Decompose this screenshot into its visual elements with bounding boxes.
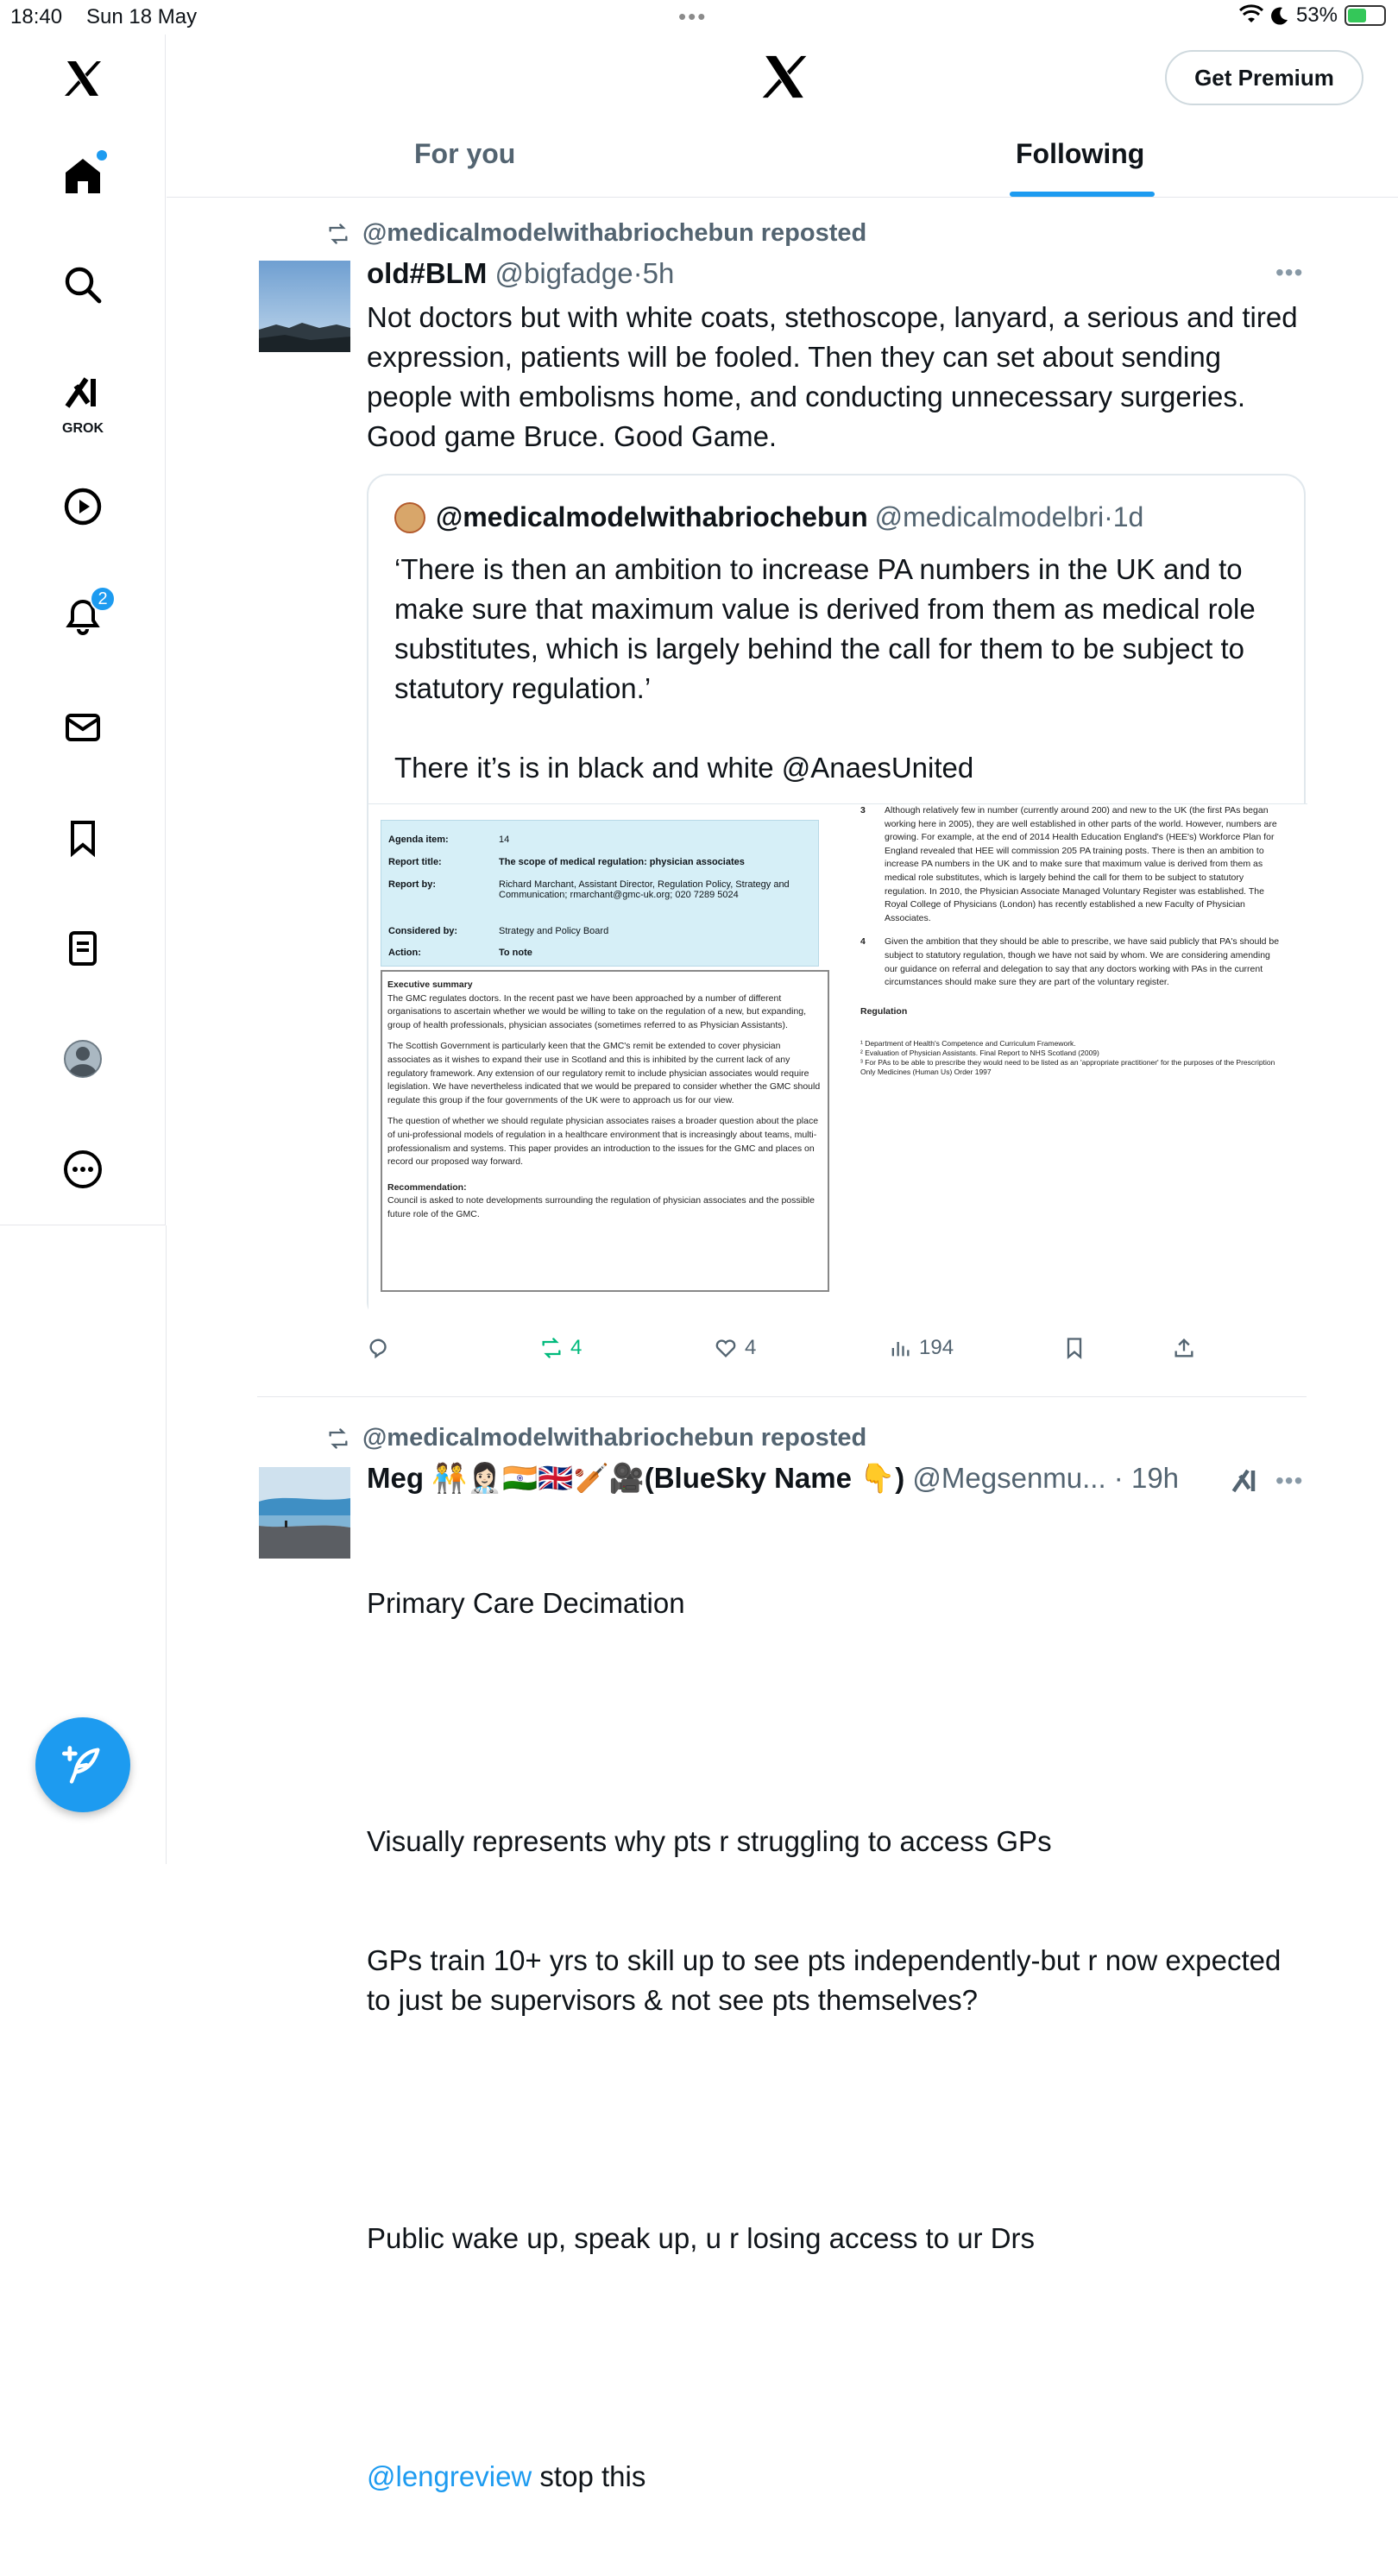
tweet-time[interactable]: 19h bbox=[1130, 1462, 1180, 1494]
grok-icon[interactable] bbox=[54, 364, 112, 436]
doc-executive-summary bbox=[381, 970, 829, 1292]
grok-label: GROK bbox=[62, 421, 104, 436]
reply-button[interactable] bbox=[367, 1336, 398, 1360]
more-options-icon[interactable] bbox=[54, 1140, 112, 1199]
repost-count: 4 bbox=[570, 1336, 582, 1359]
doc-regulation-heading: Regulation bbox=[860, 1005, 908, 1017]
get-premium-button[interactable]: Get Premium bbox=[1165, 50, 1363, 105]
compose-post-button[interactable] bbox=[35, 1717, 130, 1812]
tweet-text-line bbox=[367, 1703, 1299, 1742]
like-button[interactable] bbox=[714, 1336, 756, 1360]
author-name[interactable]: old#BLM bbox=[367, 257, 488, 289]
doc-recommendation-title: Recommendation: bbox=[387, 1181, 467, 1193]
x-header-logo-icon[interactable] bbox=[759, 52, 809, 102]
more-options-icon[interactable]: ••• bbox=[1275, 1467, 1304, 1494]
repost-by-label: @medicalmodelwithabriochebun reposted bbox=[362, 1424, 867, 1452]
quote-time: 1d bbox=[1112, 501, 1144, 532]
quote-author-handle: @medicalmodelbri bbox=[874, 501, 1105, 532]
doc-footnote: ³ For PAs to be able to prescribe they would need to be listed as an 'appropriate practitioner' for the purposes of the Prescription Only Medicines (Human Us) Order 1997 bbox=[860, 1058, 1275, 1077]
analytics-icon bbox=[888, 1336, 912, 1360]
compose-feather-icon bbox=[60, 1742, 105, 1787]
repost-button[interactable] bbox=[539, 1336, 582, 1360]
tweet-actions bbox=[367, 1336, 1316, 1370]
quote-avatar[interactable] bbox=[394, 502, 425, 533]
avatar[interactable] bbox=[259, 261, 350, 352]
tweet-text-line: Public wake up, speak up, u r losing access to ur Drs bbox=[367, 2222, 1036, 2254]
sidebar bbox=[0, 35, 166, 1225]
doc-footnote: ² Evaluation of Physician Assistants. Final Report to NHS Scotland (2009) bbox=[860, 1049, 1099, 1058]
status-right bbox=[1239, 3, 1386, 28]
doc-row: Report title: The scope of medical regulation: physician associates bbox=[388, 857, 745, 867]
tab-for-you[interactable]: For you bbox=[414, 138, 516, 169]
view-count: 194 bbox=[919, 1336, 954, 1359]
doc-paragraph: 4 Given the ambition that they should be able to prescribe, we have said publicly that PA's should be subject to statutory regulation, though we have not said by whom. We are considering amending our guidance on referral and delegation to say that any doctors working with PAs in the current circumstances should make sure they are part of the voluntary register. bbox=[860, 936, 1280, 988]
separator-dot: · bbox=[633, 257, 643, 289]
notifications-badge: 2 bbox=[90, 586, 116, 612]
bookmark-icon[interactable] bbox=[54, 809, 112, 867]
quote-text bbox=[394, 550, 1283, 788]
separator-dot: · bbox=[1105, 1462, 1131, 1494]
video-icon[interactable] bbox=[54, 477, 112, 536]
tweet-text-line: GPs train 10+ yrs to skill up to see pts independently-but r now expected to just be supervisors & not see pts themselves? bbox=[367, 1944, 1289, 2016]
doc-info-table bbox=[381, 820, 819, 967]
author-name[interactable]: Meg 🧑‍🤝‍🧑👩🏻‍⚕️🇮🇳🇬🇧🏏🎥(BlueSky Name 👇) bbox=[367, 1462, 905, 1494]
more-options-icon[interactable]: ••• bbox=[1275, 259, 1304, 286]
repost-by-label: @medicalmodelwithabriochebun reposted bbox=[362, 219, 867, 247]
views-button[interactable] bbox=[888, 1336, 954, 1360]
share-icon bbox=[1172, 1336, 1196, 1360]
doc-row: Considered by: Strategy and Policy Board bbox=[388, 926, 609, 936]
author-handle[interactable]: @Megsenmu... bbox=[912, 1462, 1106, 1494]
quoted-tweet[interactable] bbox=[367, 474, 1306, 1322]
doc-row: Action: To note bbox=[388, 948, 532, 958]
repost-icon bbox=[324, 1427, 352, 1451]
doc-row: Report by: Richard Marchant, Assistant Director, Regulation Policy, Strategy and Communication; rmarchant@gmc-uk.org; 020 7289 5024 bbox=[388, 879, 790, 900]
repost-icon bbox=[324, 222, 352, 246]
doc-summary-paragraph: The GMC regulates doctors. In the recent past we have been approached by a number of different organisations to ascertain whether we would be willing to take on the regulation of a new, but expanding, group of health professionals, physician associates (sometimes referred to as Physician Assistants). bbox=[387, 992, 807, 1030]
battery-fill bbox=[1348, 9, 1366, 22]
doc-recommendation: Council is asked to note developments surrounding the regulation of physician associates and the possible future role of the GMC. bbox=[387, 1195, 815, 1219]
repost-icon bbox=[539, 1336, 564, 1360]
reply-icon bbox=[367, 1336, 391, 1360]
doc-right-page bbox=[860, 804, 1283, 1077]
home-unread-dot bbox=[97, 150, 107, 161]
quote-text-body: ‘There is then an ambition to increase PA numbers in the UK and to make sure that maximum value is derived from them as medical role substitutes, which is largely behind the call for them to be subject to statutory regulation.’ There it’s is in black and white @AnaesUnited bbox=[394, 553, 1256, 784]
profile-avatar-icon[interactable] bbox=[54, 1030, 112, 1088]
battery-percent: 53% bbox=[1295, 3, 1338, 27]
bookmark-button[interactable] bbox=[1062, 1336, 1086, 1360]
tweet-text-line: Visually represents why pts r struggling to access GPs bbox=[367, 1825, 1052, 1857]
quote-header bbox=[394, 501, 1143, 533]
separator-dot: · bbox=[1104, 501, 1113, 532]
share-button[interactable] bbox=[1172, 1336, 1196, 1360]
mention-suffix: stop this bbox=[532, 2460, 646, 2492]
tweet-time[interactable]: 5h bbox=[642, 257, 675, 289]
like-count: 4 bbox=[745, 1336, 757, 1359]
search-icon[interactable] bbox=[54, 255, 112, 314]
x-logo-icon[interactable] bbox=[54, 49, 112, 108]
moon-icon bbox=[1270, 6, 1289, 25]
notifications-bell-icon[interactable] bbox=[54, 588, 112, 646]
repost-context bbox=[324, 219, 866, 248]
author-handle[interactable]: @bigfadge bbox=[494, 257, 633, 289]
home-icon[interactable] bbox=[54, 147, 112, 205]
tweet-divider bbox=[257, 1396, 1307, 1397]
doc-footnote: ¹ Department of Health's Competence and Curriculum Framework. bbox=[860, 1039, 1076, 1049]
doc-summary-title: Executive summary bbox=[387, 979, 473, 990]
quote-author-name: @medicalmodelwithabriochebun bbox=[436, 501, 868, 532]
doc-row: Agenda item: 14 bbox=[388, 835, 510, 845]
lists-icon[interactable] bbox=[54, 919, 112, 978]
doc-paragraph: 3 Although relatively few in number (currently around 200) and new to the UK (the first PAs began working here in 2005), they are well established in other parts of the world. However, numbers are growing. For example, at the end of 2014 Health Education England's (HEE's) Workforce Plan for England revealed that HEE will commission 205 PA training posts. There is then an ambition to increase PA numbers in the UK and to make sure that maximum value is derived from them as medical role substitutes, which is largely behind the call for them to be subject to statutory regulation. In 2010, the Physician Associate Managed Voluntary Register was established. The Royal College of Physicians (London) has recently established a new Faculty of Physician Associates. bbox=[860, 805, 1277, 923]
header-divider bbox=[167, 197, 1398, 198]
tweet-header bbox=[367, 1462, 1179, 1496]
tweet-text-line bbox=[367, 2338, 1299, 2378]
tweet-text: Not doctors but with white coats, stethoscope, lanyard, a serious and tired expression, patients will be fooled. Then they can set about sending people with embolisms home, and conducting unnecessary surgeries. Good game Bruce. Good Game. bbox=[367, 301, 1306, 452]
messages-mail-icon[interactable] bbox=[54, 698, 112, 757]
quote-image-document[interactable] bbox=[368, 803, 1307, 1324]
tweet-text-line bbox=[367, 2100, 1299, 2139]
grok-icon[interactable] bbox=[1230, 1465, 1261, 1496]
bookmark-icon bbox=[1062, 1336, 1086, 1360]
mention-link[interactable]: @lengreview bbox=[367, 2460, 532, 2492]
tweet-text bbox=[367, 1504, 1299, 2576]
tweet-text-line bbox=[367, 2457, 1299, 2497]
sidebar-divider bbox=[166, 1225, 167, 1864]
status-time: 18:40 bbox=[10, 5, 63, 28]
tab-following[interactable]: Following bbox=[1016, 138, 1145, 169]
doc-summary-paragraph: The question of whether we should regulate physician associates raises a broader question about the place of uni-professional models of regulation in a healthcare environment that is increasingly about teams, multi-professionalism and systems. This paper provides an introduction to the issues for the GMC and places on record our proposed way forward. bbox=[387, 1116, 819, 1168]
doc-summary-paragraph: The Scottish Government is particularly keen that the GMC's remit be extended to cover physician associates as it wishes to expand their use in Scotland and this is inhibited by the current lack of any regulatory framework. Any extension of our regulatory remit to include physician associates would require legislation. We have nevertheless indicated that we would be prepared to consider whether the GMC should regulate this group if the four governments of the UK were to approach us for our view. bbox=[387, 1041, 821, 1105]
wifi-icon bbox=[1239, 5, 1263, 26]
status-bar bbox=[0, 0, 1398, 35]
status-date: Sun 18 May bbox=[86, 5, 198, 28]
avatar[interactable] bbox=[259, 1467, 350, 1559]
heart-icon bbox=[714, 1336, 738, 1360]
tweet-text-line: Primary Care Decimation bbox=[367, 1587, 685, 1619]
repost-context bbox=[324, 1424, 866, 1452]
battery-icon bbox=[1344, 5, 1386, 26]
multitask-dots-icon[interactable]: ••• bbox=[678, 3, 708, 29]
tweet-header bbox=[367, 257, 674, 290]
